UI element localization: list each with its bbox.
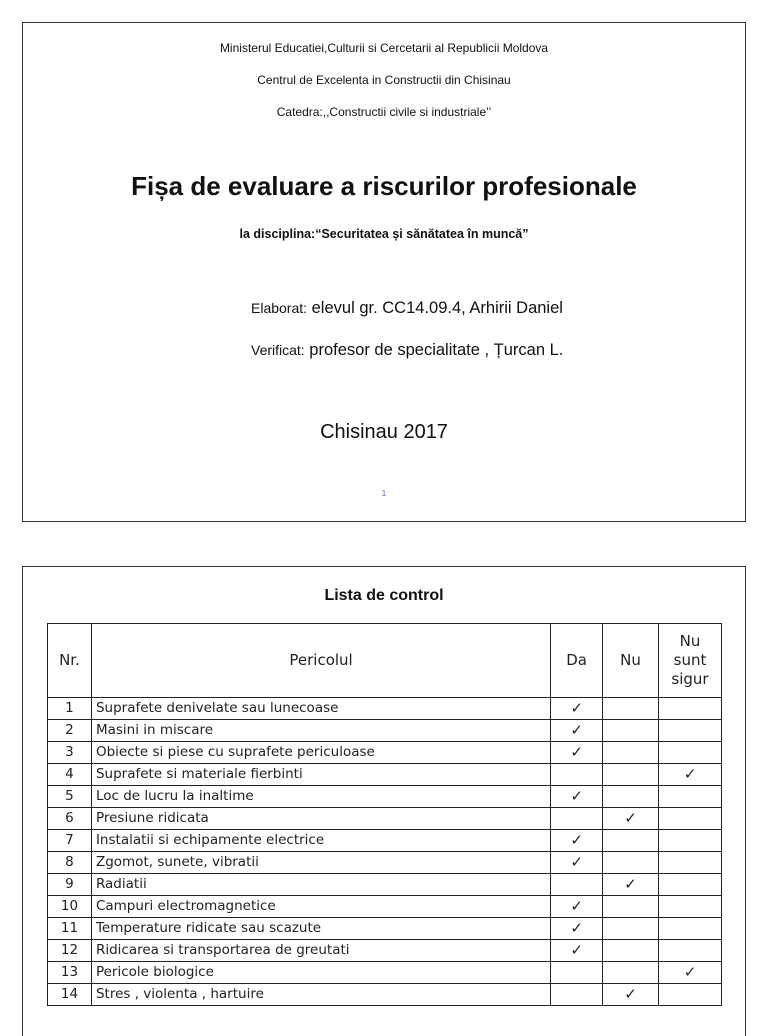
answer-da-cell xyxy=(551,940,603,962)
answer-da-cell xyxy=(551,896,603,918)
answer-not-sure-cell xyxy=(659,984,722,1006)
table-row xyxy=(48,786,722,808)
checkmark-icon: ✓ xyxy=(570,897,583,915)
hazard-name: Presiune ridicata xyxy=(91,808,550,830)
answer-da-cell xyxy=(551,698,603,720)
answer-da-cell xyxy=(551,874,603,896)
table-row xyxy=(48,808,722,830)
answer-nu-cell xyxy=(603,940,659,962)
answer-nu-cell xyxy=(603,764,659,786)
header-da: Da xyxy=(551,624,603,698)
answer-da-cell xyxy=(551,962,603,984)
row-number: 9 xyxy=(48,874,92,896)
hazard-name: Suprafete denivelate sau lunecoase xyxy=(91,698,550,720)
table-row xyxy=(48,830,722,852)
row-number: 5 xyxy=(48,786,92,808)
checkmark-icon: ✓ xyxy=(570,699,583,717)
answer-da-cell xyxy=(551,984,603,1006)
answer-nu-cell xyxy=(603,808,659,830)
row-number: 3 xyxy=(48,742,92,764)
elaborat-label: Elaborat: xyxy=(251,300,308,316)
answer-nu-cell xyxy=(603,742,659,764)
answer-nu-cell xyxy=(603,874,659,896)
checklist-table xyxy=(47,623,722,1006)
table-row xyxy=(48,896,722,918)
answer-not-sure-cell xyxy=(659,720,722,742)
table-row xyxy=(48,874,722,896)
row-number: 12 xyxy=(48,940,92,962)
table-row xyxy=(48,918,722,940)
row-number: 13 xyxy=(48,962,92,984)
answer-not-sure-cell xyxy=(659,896,722,918)
row-number: 10 xyxy=(48,896,92,918)
checkmark-icon: ✓ xyxy=(683,963,697,981)
verificat-line xyxy=(251,341,563,360)
place-year: Chisinau 2017 xyxy=(320,421,448,443)
department-name: Catedra:,,Constructii civile si industriale’’ xyxy=(276,105,492,119)
document-subtitle: la disciplina:“Securitatea și sănătatea în muncă” xyxy=(239,227,529,241)
hazard-name: Stres , violenta , hartuire xyxy=(91,984,550,1006)
checklist-title: Lista de control xyxy=(324,587,444,604)
row-number: 8 xyxy=(48,852,92,874)
answer-nu-cell xyxy=(603,918,659,940)
checklist-body xyxy=(48,698,722,1006)
answer-not-sure-cell xyxy=(659,742,722,764)
answer-nu-cell xyxy=(603,852,659,874)
cover-page xyxy=(22,22,746,522)
answer-not-sure-cell xyxy=(659,698,722,720)
checkmark-icon: ✓ xyxy=(570,853,583,871)
table-row xyxy=(48,984,722,1006)
answer-nu-cell xyxy=(603,786,659,808)
row-number: 11 xyxy=(48,918,92,940)
row-number: 4 xyxy=(48,764,92,786)
header-hazard: Pericolul xyxy=(91,624,550,698)
answer-not-sure-cell xyxy=(659,764,722,786)
checkmark-icon: ✓ xyxy=(624,875,637,893)
hazard-name: Zgomot, sunete, vibratii xyxy=(91,852,550,874)
checklist-header-row xyxy=(48,624,722,698)
answer-da-cell xyxy=(551,764,603,786)
row-number: 14 xyxy=(48,984,92,1006)
answer-da-cell xyxy=(551,742,603,764)
answer-nu-cell xyxy=(603,720,659,742)
answer-da-cell xyxy=(551,720,603,742)
row-number: 7 xyxy=(48,830,92,852)
hazard-name: Campuri electromagnetice xyxy=(91,896,550,918)
checkmark-icon: ✓ xyxy=(570,743,583,761)
verificat-value: profesor de specialitate , Țurcan L. xyxy=(304,341,564,359)
checkmark-icon: ✓ xyxy=(624,809,637,827)
checkmark-icon: ✓ xyxy=(570,919,583,937)
checkmark-icon: ✓ xyxy=(624,985,637,1003)
checkmark-icon: ✓ xyxy=(570,941,583,959)
hazard-name: Suprafete si materiale fierbinti xyxy=(91,764,550,786)
checkmark-icon: ✓ xyxy=(570,787,583,805)
page-number: 1 xyxy=(381,489,387,498)
answer-nu-cell xyxy=(603,830,659,852)
verificat-label: Verificat: xyxy=(251,342,305,358)
hazard-name: Temperature ridicate sau scazute xyxy=(91,918,550,940)
header-nr: Nr. xyxy=(48,624,92,698)
hazard-name: Radiatii xyxy=(91,874,550,896)
answer-not-sure-cell xyxy=(659,808,722,830)
answer-not-sure-cell xyxy=(659,962,722,984)
row-number: 6 xyxy=(48,808,92,830)
hazard-name: Loc de lucru la inaltime xyxy=(91,786,550,808)
checkmark-icon: ✓ xyxy=(570,831,583,849)
hazard-name: Pericole biologice xyxy=(91,962,550,984)
table-row xyxy=(48,698,722,720)
centre-name: Centrul de Excelenta in Constructii din Chisinau xyxy=(257,73,511,87)
answer-da-cell xyxy=(551,830,603,852)
answer-not-sure-cell xyxy=(659,786,722,808)
elaborat-value: elevul gr. CC14.09.4, Arhirii Daniel xyxy=(307,299,563,317)
table-row xyxy=(48,852,722,874)
table-row xyxy=(48,940,722,962)
ministry-name: Ministerul Educatiei,Culturii si Cercetarii al Republicii Moldova xyxy=(219,41,549,55)
hazard-name: Masini in miscare xyxy=(91,720,550,742)
checkmark-icon: ✓ xyxy=(683,765,697,783)
answer-da-cell xyxy=(551,786,603,808)
answer-not-sure-cell xyxy=(659,852,722,874)
answer-da-cell xyxy=(551,852,603,874)
answer-da-cell xyxy=(551,918,603,940)
answer-not-sure-cell xyxy=(659,918,722,940)
table-row xyxy=(48,720,722,742)
hazard-name: Instalatii si echipamente electrice xyxy=(91,830,550,852)
answer-nu-cell xyxy=(603,896,659,918)
document-title: Fișa de evaluare a riscurilor profesionale xyxy=(131,171,637,201)
checkmark-icon: ✓ xyxy=(570,721,583,739)
elaborat-line xyxy=(251,299,563,318)
answer-nu-cell xyxy=(603,962,659,984)
answer-not-sure-cell xyxy=(659,830,722,852)
header-not-sure: Nu sunt sigur xyxy=(659,624,722,698)
answer-da-cell xyxy=(551,808,603,830)
row-number: 1 xyxy=(48,698,92,720)
answer-nu-cell xyxy=(603,698,659,720)
hazard-name: Obiecte si piese cu suprafete periculoase xyxy=(91,742,550,764)
row-number: 2 xyxy=(48,720,92,742)
hazard-name: Ridicarea si transportarea de greutati xyxy=(91,940,550,962)
checklist-page xyxy=(22,566,746,1036)
table-row xyxy=(48,962,722,984)
table-row xyxy=(48,742,722,764)
table-row xyxy=(48,764,722,786)
header-nu: Nu xyxy=(603,624,659,698)
answer-not-sure-cell xyxy=(659,874,722,896)
answer-not-sure-cell xyxy=(659,940,722,962)
answer-nu-cell xyxy=(603,984,659,1006)
